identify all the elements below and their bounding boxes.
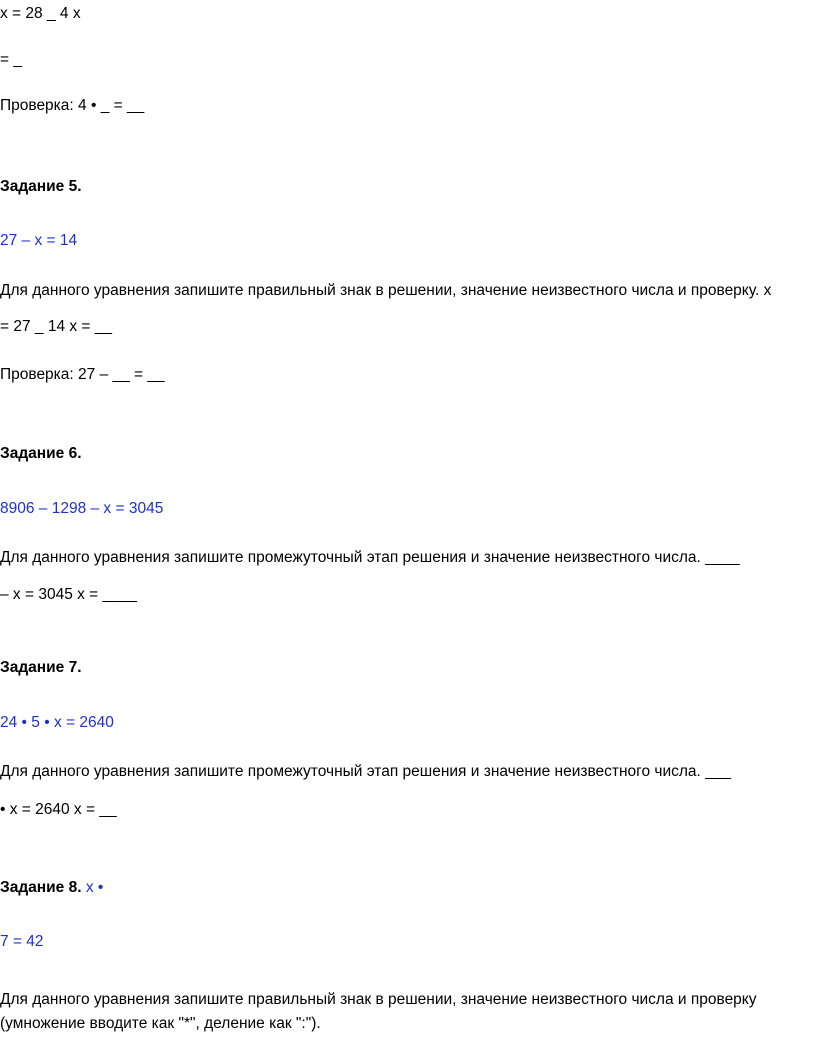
task8-heading: Задание 8. xyxy=(0,879,82,896)
task8-instruction-line1: Для данного уравнения запишите правильный знак в решении, значение неизвестного числа и проверку xyxy=(0,991,757,1008)
task6-solution-line: – x = 3045 x = ____ xyxy=(0,586,138,603)
task8-heading-line xyxy=(0,878,103,898)
task7-instruction: Для данного уравнения запишите промежуточный этап решения и значение неизвестного числа. ___ xyxy=(0,763,732,780)
task7-heading: Задание 7. xyxy=(0,659,82,676)
task8-equation: 7 = 42 xyxy=(0,933,44,950)
task7-equation: 24 • 5 • x = 2640 xyxy=(0,714,114,731)
task6-heading: Задание 6. xyxy=(0,445,82,462)
task5-check-line: Проверка: 27 – __ = __ xyxy=(0,366,165,383)
task4-answer-line: = _ xyxy=(0,51,22,68)
task5-heading: Задание 5. xyxy=(0,178,82,195)
task4-solution-line: x = 28 _ 4 x xyxy=(0,5,81,22)
task5-instruction: Для данного уравнения запишите правильный знак в решении, значение неизвестного числа и проверку. x xyxy=(0,282,772,299)
task8-heading-equation: x • xyxy=(85,879,104,896)
task5-equation: 27 – x = 14 xyxy=(0,232,78,249)
task6-equation: 8906 – 1298 – x = 3045 xyxy=(0,500,164,517)
task4-check-line: Проверка: 4 • _ = __ xyxy=(0,97,145,114)
task5-solution-line: = 27 _ 14 x = __ xyxy=(0,318,113,335)
task8-instruction-line2: (умножение вводите как "*", деление как ":"). xyxy=(0,1015,321,1032)
task6-instruction: Для данного уравнения запишите промежуточный этап решения и значение неизвестного числа. ____ xyxy=(0,549,740,566)
task7-solution-line: • x = 2640 x = __ xyxy=(0,801,117,818)
